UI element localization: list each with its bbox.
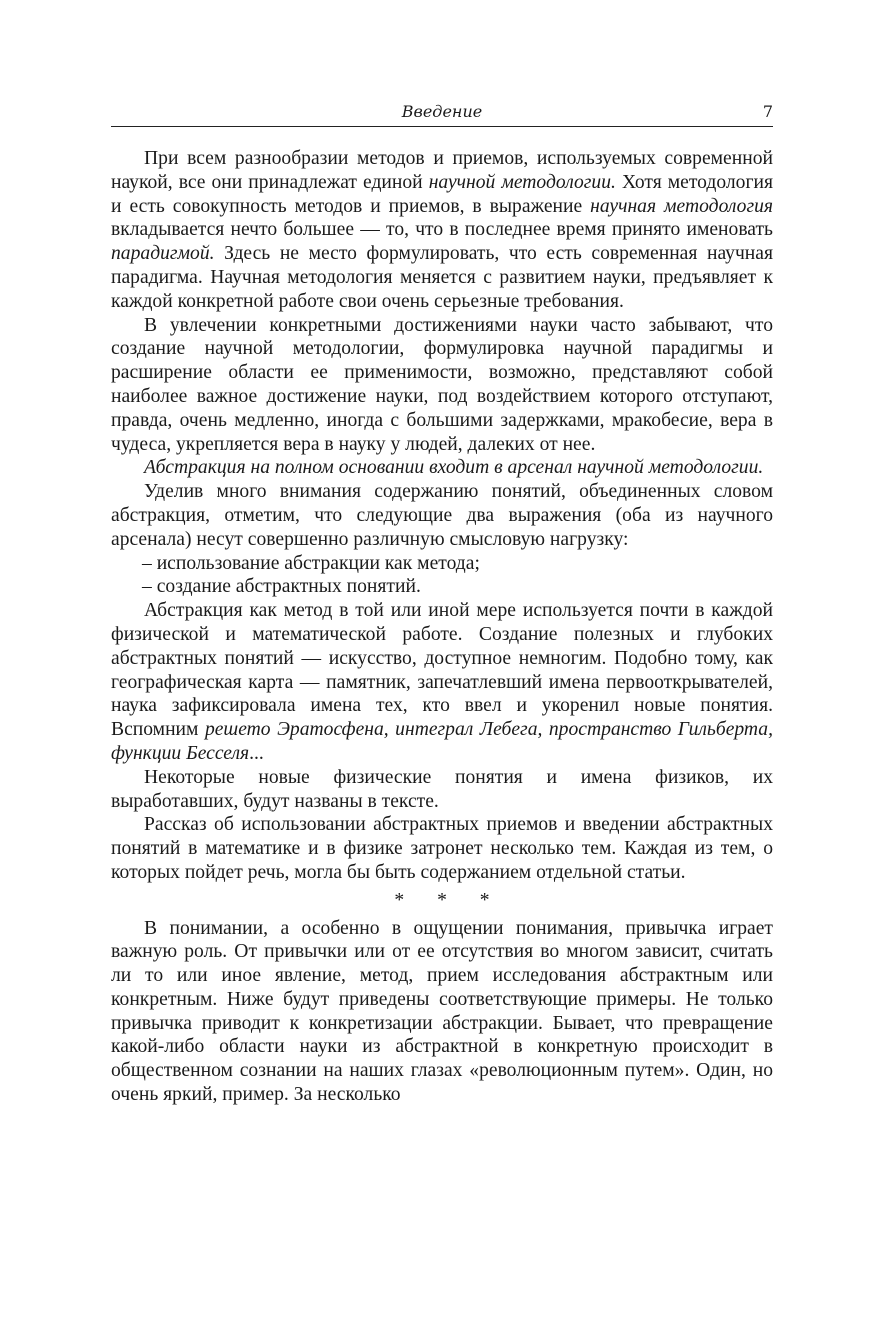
main-text [111, 147, 773, 1107]
emphasis: Абстракция на полном основании входит в арсенал научной методологии. [144, 457, 764, 479]
text-run: ... [249, 742, 264, 764]
emphasis: научная методология [590, 195, 774, 217]
paragraph-abstraction-method [111, 599, 773, 766]
text-run: Хотя методология и есть совокупность методов и приемов, в выражение [111, 171, 773, 217]
running-header [111, 98, 773, 127]
emphasis: решето Эратосфена, интеграл Лебега, пространство Гильберта, функции Бесселя [111, 719, 774, 764]
book-page [111, 98, 773, 1107]
paragraph-physics-concepts: Некоторые новые физические понятия и имена физиков, их выработавших, будут названы в тексте. [111, 766, 773, 812]
paragraph-achievements: В увлечении конкретными достижениями науки часто забывают, что создание научной методологии, формулировка научной парадигмы и расширение области ее применимости, возможно, представляют собой наиболее важное достижение науки, под воздействием которого отступают, правда, очень медленно, иногда с большими задержками, мракобесие, вера в чудеса, укрепляется вера в науку у людей, далеких от нее. [111, 314, 773, 455]
section-title: Введение [401, 102, 483, 121]
emphasis: научной методологии. [428, 171, 616, 193]
paragraph-story: Рассказ об использовании абстрактных приемов и введении абстрактных понятий в математике и в физике затронет несколько тем. Каждая из тем, о которых пойдет речь, могла бы быть содержанием отдельной статьи. [111, 814, 773, 883]
paragraph-methodology [111, 147, 773, 314]
emphasis: парадигмой. [111, 243, 215, 265]
page-number: 7 [762, 102, 773, 121]
text-run: Здесь не место формулировать, что есть современная научная парадигма. Научная методология меняется с развитием науки, предъявляет к каждой конкретной работе свои очень серьезные требования. [111, 243, 773, 312]
paragraph-habit: В понимании, а особенно в ощущении понимания, привычка играет важную роль. От привычки или от ее отсутствия во многом зависит, считать ли то или иное явление, метод, прием исследования абстрактным или конкретным. Ниже будут приведены соответствующие примеры. Не только привычка приводит к конкретизации абстракции. Бывает, что превращение какой-либо области науки из абстрактной в конкретную происходит в общественном сознании на наших глазах «революционным путем». Один, но очень яркий, пример. За несколько [111, 917, 773, 1106]
list-item: – использование абстракции как метода; [142, 552, 480, 574]
text-run: вкладывается нечто большее — то, что в последнее время принято именовать [111, 219, 773, 241]
section-divider: * * * [394, 889, 504, 911]
text-run: Абстракция как метод в той или иной мере используется почти в каждой физической и математической работе. Создание полезных и глубоких абстрактных понятий — искусство, доступное немногим. Подобно тому, как географическая карта — памятник, запечатлевший имена первооткрывателей, наука зафиксировала имена тех, кто ввел и укоренил новые понятия. Вспомним [111, 600, 773, 741]
list-item: – создание абстрактных понятий. [142, 576, 421, 598]
text-run: При всем разнообразии методов и приемов, используемых современной наукой, все они принадлежат единой [111, 148, 773, 193]
paragraph-abstraction-thesis [111, 456, 773, 480]
paragraph-concepts: Уделив много внимания содержанию понятий, объединенных словом абстракция, отметим, что следующие два выражения (оба из научного арсенала) несут совершенно различную смысловую нагрузку: [111, 481, 773, 550]
